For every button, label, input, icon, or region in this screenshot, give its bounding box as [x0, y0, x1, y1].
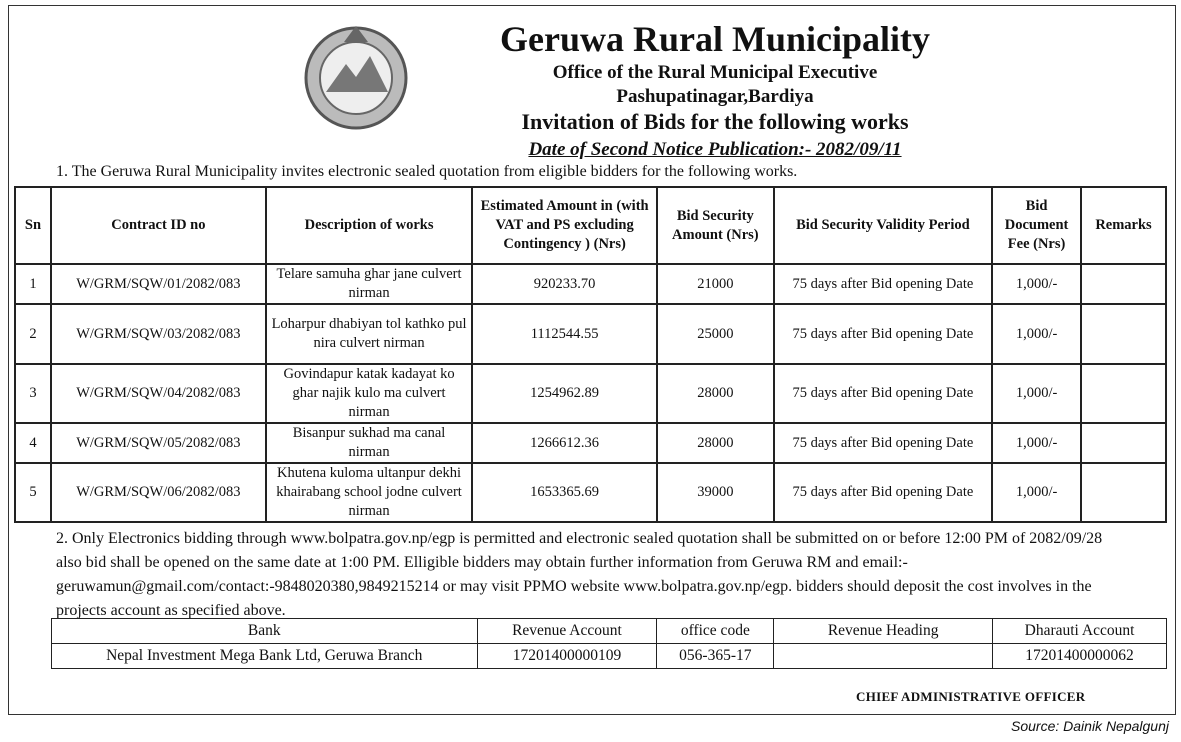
col-header: Dharauti Account	[993, 619, 1167, 644]
cell-fee: 1,000/-	[992, 264, 1081, 304]
col-header: Bank	[52, 619, 478, 644]
source-credit: Source: Dainik Nepalgunj	[1011, 718, 1169, 734]
cell-contract-id: W/GRM/SQW/06/2082/083	[51, 463, 266, 522]
col-header: Description of works	[266, 187, 473, 264]
cell-sn: 1	[15, 264, 51, 304]
cell-contract-id: W/GRM/SQW/03/2082/083	[51, 304, 266, 364]
cell-amount: 1254962.89	[472, 364, 657, 423]
cell-remarks	[1081, 463, 1166, 522]
cell-remarks	[1081, 304, 1166, 364]
instruction-line: also bid shall be opened on the same date at 1:00 PM. Elligible bidders may obtain further information from Geruwa RM and email:-	[56, 554, 908, 571]
instruction-line: geruwamun@gmail.com/contact:-9848020380,9849215214 or may visit PPMO website www.bolpatra.gov.np/egp. bidders should deposit the cost involves in the	[56, 578, 1092, 595]
cell-amount: 920233.70	[472, 264, 657, 304]
cell-revenue-account: 17201400000109	[477, 644, 657, 669]
cell-fee: 1,000/-	[992, 364, 1081, 423]
cell-sn: 5	[15, 463, 51, 522]
intro-paragraph: 1. The Geruwa Rural Municipality invites electronic sealed quotation from eligible bidders for the following works.	[56, 163, 798, 180]
cell-validity: 75 days after Bid opening Date	[774, 364, 992, 423]
cell-fee: 1,000/-	[992, 423, 1081, 463]
table-header-row	[15, 187, 1166, 264]
cell-amount: 1112544.55	[472, 304, 657, 364]
cell-security: 28000	[657, 364, 774, 423]
cell-bank: Nepal Investment Mega Bank Ltd, Geruwa Branch	[52, 644, 478, 669]
cell-validity: 75 days after Bid opening Date	[774, 463, 992, 522]
bank-row	[52, 644, 1167, 669]
table-row	[15, 264, 1166, 304]
col-header: Revenue Account	[477, 619, 657, 644]
col-header: Estimated Amount in (with VAT and PS excluding Contingency ) (Nrs)	[472, 187, 657, 264]
cell-office-code: 056-365-17	[657, 644, 774, 669]
cell-security: 28000	[657, 423, 774, 463]
cell-validity: 75 days after Bid opening Date	[774, 304, 992, 364]
cell-security: 25000	[657, 304, 774, 364]
col-header: Revenue Heading	[774, 619, 993, 644]
cell-validity: 75 days after Bid opening Date	[774, 264, 992, 304]
bidding-instructions	[56, 527, 1166, 623]
cell-description: Bisanpur sukhad ma canal nirman	[266, 423, 473, 463]
cell-description: Loharpur dhabiyan tol kathko pul nira culvert nirman	[266, 304, 473, 364]
cell-sn: 4	[15, 423, 51, 463]
cell-fee: 1,000/-	[992, 304, 1081, 364]
cell-contract-id: W/GRM/SQW/05/2082/083	[51, 423, 266, 463]
col-header: Sn	[15, 187, 51, 264]
works-table	[14, 186, 1167, 523]
cell-contract-id: W/GRM/SQW/01/2082/083	[51, 264, 266, 304]
table-row	[15, 304, 1166, 364]
location: Pashupatinagar,Bardiya	[616, 86, 814, 107]
notice-subject: Invitation of Bids for the following works	[521, 109, 909, 134]
col-header: office code	[657, 619, 774, 644]
bank-account-table	[51, 618, 1167, 669]
cell-dharauti-account: 17201400000062	[993, 644, 1167, 669]
col-header: Contract ID no	[51, 187, 266, 264]
cell-remarks	[1081, 423, 1166, 463]
bank-header-row	[52, 619, 1167, 644]
col-header: Bid Document Fee (Nrs)	[992, 187, 1081, 264]
cell-security: 39000	[657, 463, 774, 522]
col-header: Bid Security Validity Period	[774, 187, 992, 264]
instruction-line: 2. Only Electronics bidding through www.bolpatra.gov.np/egp is permitted and electronic sealed quotation shall be submitted on or before 12:00 PM of 2082/09/28	[56, 530, 1103, 547]
table-row	[15, 364, 1166, 423]
cell-description: Telare samuha ghar jane culvert nirman	[266, 264, 473, 304]
cell-validity: 75 days after Bid opening Date	[774, 423, 992, 463]
table-row	[15, 423, 1166, 463]
signature-title: CHIEF ADMINISTRATIVE OFFICER	[856, 689, 1086, 704]
cell-description: Govindapur katak kadayat ko ghar najik kulo ma culvert nirman	[266, 364, 473, 423]
cell-remarks	[1081, 264, 1166, 304]
table-row	[15, 463, 1166, 522]
cell-fee: 1,000/-	[992, 463, 1081, 522]
instruction-line: projects account as specified above.	[56, 602, 286, 619]
cell-sn: 2	[15, 304, 51, 364]
cell-contract-id: W/GRM/SQW/04/2082/083	[51, 364, 266, 423]
page-title: Geruwa Rural Municipality	[500, 19, 930, 59]
cell-security: 21000	[657, 264, 774, 304]
cell-amount: 1266612.36	[472, 423, 657, 463]
cell-revenue-heading	[774, 644, 993, 669]
col-header: Remarks	[1081, 187, 1166, 264]
cell-sn: 3	[15, 364, 51, 423]
cell-description: Khutena kuloma ultanpur dekhi khairabang school jodne culvert nirman	[266, 463, 473, 522]
cell-amount: 1653365.69	[472, 463, 657, 522]
col-header: Bid Security Amount (Nrs)	[657, 187, 774, 264]
cell-remarks	[1081, 364, 1166, 423]
notice-date: Date of Second Notice Publication:- 2082/09/11	[528, 139, 902, 160]
office-name: Office of the Rural Municipal Executive	[552, 62, 878, 83]
